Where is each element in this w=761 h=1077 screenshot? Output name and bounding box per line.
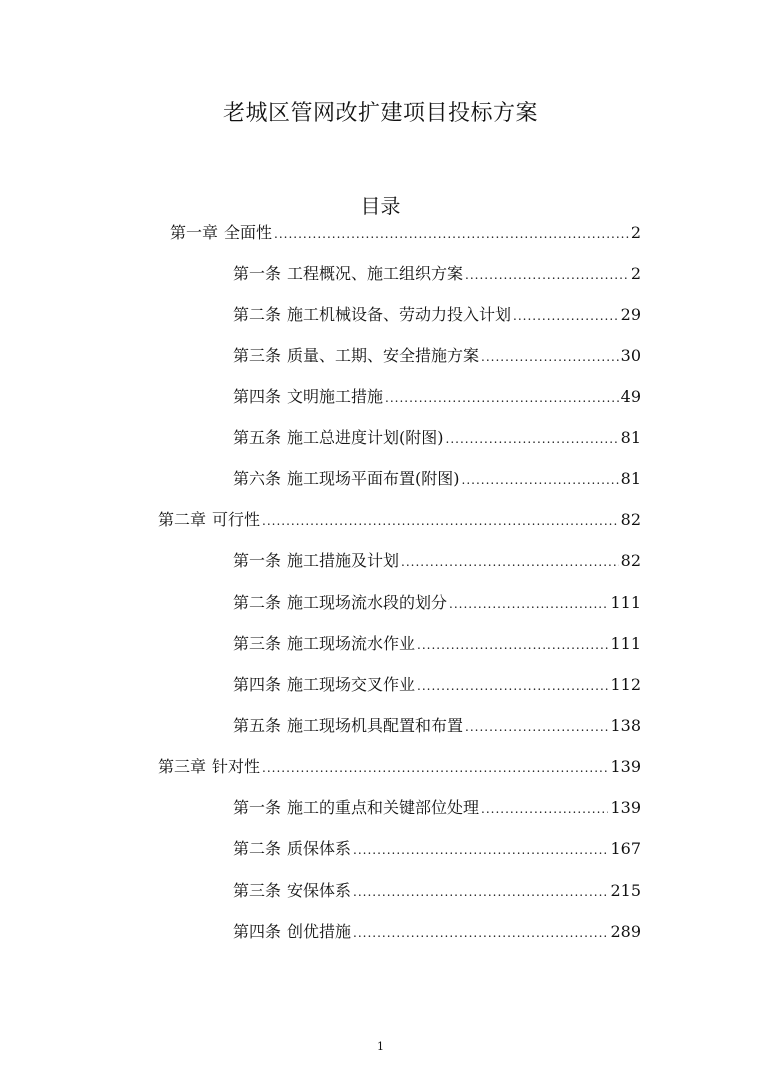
toc-entry-article[interactable]: [233, 427, 641, 449]
dot-leader: [385, 386, 619, 408]
toc-entry-text: 施工总进度计划(附图): [287, 428, 444, 447]
toc-entry-text: 可行性: [212, 510, 261, 529]
toc-entry-text: 文明施工措施: [287, 387, 384, 406]
dot-leader: [262, 756, 608, 778]
toc-entry-article[interactable]: [233, 550, 641, 572]
toc-entry-text: 质量、工期、安全措施方案: [287, 346, 480, 365]
toc-entry-text: 施工现场流水段的划分: [287, 593, 448, 612]
dot-leader: [417, 633, 608, 655]
dot-leader: [449, 592, 608, 614]
toc-entry-text: 全面性: [224, 223, 273, 242]
toc-entry-page: 82: [620, 551, 641, 570]
toc-entry-text: 工程概况、施工组织方案: [287, 264, 464, 283]
toc-entry-page: 29: [620, 305, 641, 324]
toc-entry-page: 30: [620, 346, 641, 365]
toc-entry-page: 215: [610, 881, 641, 900]
toc-entry-number: 第四条: [233, 387, 282, 406]
toc-entry-page: 49: [620, 387, 641, 406]
dot-leader: [353, 921, 608, 943]
toc-entry-chapter-1[interactable]: [170, 222, 641, 244]
toc-entry-article[interactable]: [233, 304, 641, 326]
toc-entry-article[interactable]: [233, 633, 641, 655]
toc-entry-text: 施工现场平面布置(附图): [287, 469, 460, 488]
dot-leader: [465, 263, 629, 285]
toc-entry-number: 第二条: [233, 593, 282, 612]
toc-entry-number: 第二条: [233, 839, 282, 858]
toc-entry-page: 2: [630, 264, 641, 283]
dot-leader: [481, 797, 608, 819]
dot-leader: [465, 715, 608, 737]
toc-entry-number: 第五条: [233, 716, 282, 735]
dot-leader: [401, 550, 619, 572]
toc-entry-number: 第二章: [158, 510, 207, 529]
toc-entry-page: 112: [610, 675, 641, 694]
toc-entry-text: 施工现场机具配置和布置: [287, 716, 464, 735]
toc-entry-number: 第三条: [233, 634, 282, 653]
toc-entry-page: 139: [610, 798, 641, 817]
dot-leader: [481, 345, 619, 367]
toc-entry-article[interactable]: [233, 345, 641, 367]
toc-entry-text: 施工现场流水作业: [287, 634, 416, 653]
dot-leader: [513, 304, 619, 326]
toc-entry-article[interactable]: [233, 715, 641, 737]
toc-entry-number: 第四条: [233, 922, 282, 941]
toc-entry-text: 施工现场交叉作业: [287, 675, 416, 694]
dot-leader: [417, 674, 608, 696]
dot-leader: [462, 468, 619, 490]
toc-entry-number: 第三条: [233, 346, 282, 365]
toc-entry-article[interactable]: [233, 386, 641, 408]
toc-entry-page: 81: [620, 469, 641, 488]
toc-entry-number: 第一条: [233, 264, 282, 283]
dot-leader: [446, 427, 619, 449]
toc-entry-text: 创优措施: [287, 922, 352, 941]
toc-entry-article[interactable]: [233, 263, 641, 285]
dot-leader: [274, 222, 629, 244]
toc-entry-text: 施工措施及计划: [287, 551, 400, 570]
toc-entry-text: 施工的重点和关键部位处理: [287, 798, 480, 817]
toc-entry-page: 111: [610, 593, 641, 612]
toc-entry-article[interactable]: [233, 921, 641, 943]
toc-entry-number: 第三条: [233, 881, 282, 900]
toc-entry-text: 针对性: [212, 757, 261, 776]
dot-leader: [353, 880, 608, 902]
toc-entry-page: 289: [610, 922, 641, 941]
toc-entry-chapter-3[interactable]: [158, 756, 641, 778]
toc-entry-article[interactable]: [233, 468, 641, 490]
toc-entry-article[interactable]: [233, 838, 641, 860]
page-number: 1: [377, 1040, 384, 1053]
document-title: 老城区管网改扩建项目投标方案: [222, 101, 538, 126]
dot-leader: [353, 838, 608, 860]
toc-entry-number: 第四条: [233, 675, 282, 694]
toc-entry-number: 第二条: [233, 305, 282, 324]
toc-entry-page: 139: [610, 757, 641, 776]
toc-entry-article[interactable]: [233, 592, 641, 614]
toc-entry-number: 第一条: [233, 798, 282, 817]
toc-entry-number: 第三章: [158, 757, 207, 776]
toc-entry-page: 111: [610, 634, 641, 653]
toc-entry-article[interactable]: [233, 880, 641, 902]
toc-entry-chapter-2[interactable]: [158, 509, 641, 531]
toc-entry-page: 81: [620, 428, 641, 447]
toc-entry-page: 167: [610, 839, 641, 858]
toc-entry-text: 施工机械设备、劳动力投入计划: [287, 305, 512, 324]
toc-entry-page: 82: [620, 510, 641, 529]
toc-entry-number: 第一条: [233, 551, 282, 570]
toc-entry-number: 第一章: [170, 223, 219, 242]
toc-entry-page: 138: [610, 716, 641, 735]
toc-entry-number: 第六条: [233, 469, 282, 488]
toc-entry-article[interactable]: [233, 674, 641, 696]
toc-entry-number: 第五条: [233, 428, 282, 447]
toc-entry-text: 安保体系: [287, 881, 352, 900]
toc-entry-page: 2: [630, 223, 641, 242]
toc-heading: 目录: [360, 194, 401, 218]
toc-entry-article[interactable]: [233, 797, 641, 819]
dot-leader: [262, 509, 619, 531]
toc-entry-text: 质保体系: [287, 839, 352, 858]
